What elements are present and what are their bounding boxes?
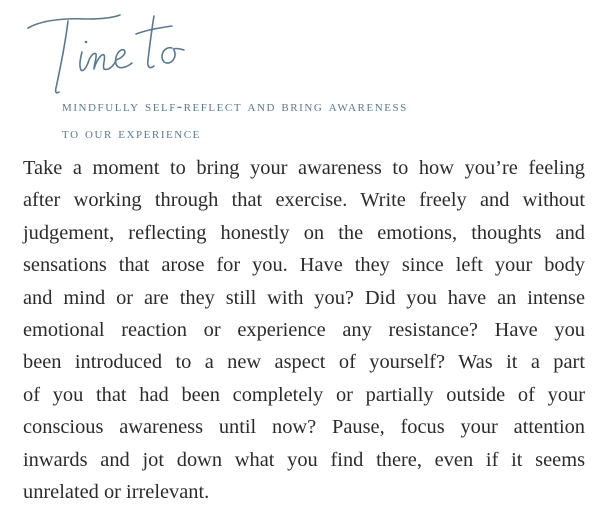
paragraph-line: inwards and jot down what you find there, even if it seems (23, 448, 585, 471)
paragraph-line: of you that had been completely or partially outside of your (23, 383, 585, 406)
paragraph-line: conscious awareness until now? Pause, focus your attention (23, 416, 585, 439)
paragraph-line: and mind or are they still with you? Did you have an intense (23, 286, 585, 309)
paragraph-line: Take a moment to bring your awareness to how you’re feeling (23, 157, 585, 179)
paragraph-line: sensations that arose for you. Have they since left your body (23, 254, 585, 277)
paragraph-line: judgement, reflecting honestly on the emotions, thoughts and (23, 221, 585, 244)
subtitle-line-1: mindfully self-reflect and bring awareness (62, 98, 408, 115)
subtitle-line-2: to our experience (62, 125, 201, 142)
paragraph-line: after working through that exercise. Write freely and without (23, 189, 585, 212)
section-subtitle (62, 93, 592, 147)
handwritten-title-graphic (24, 8, 194, 103)
paragraph-line-last: unrelated or irrelevant. (23, 481, 210, 504)
paragraph-line: emotional reaction or experience any resistance? Have you (23, 319, 585, 342)
paragraph-line: been introduced to a new aspect of yourself? Was it a part (23, 351, 585, 374)
reflection-paragraph (23, 152, 585, 508)
script-title-time-to (24, 8, 194, 103)
